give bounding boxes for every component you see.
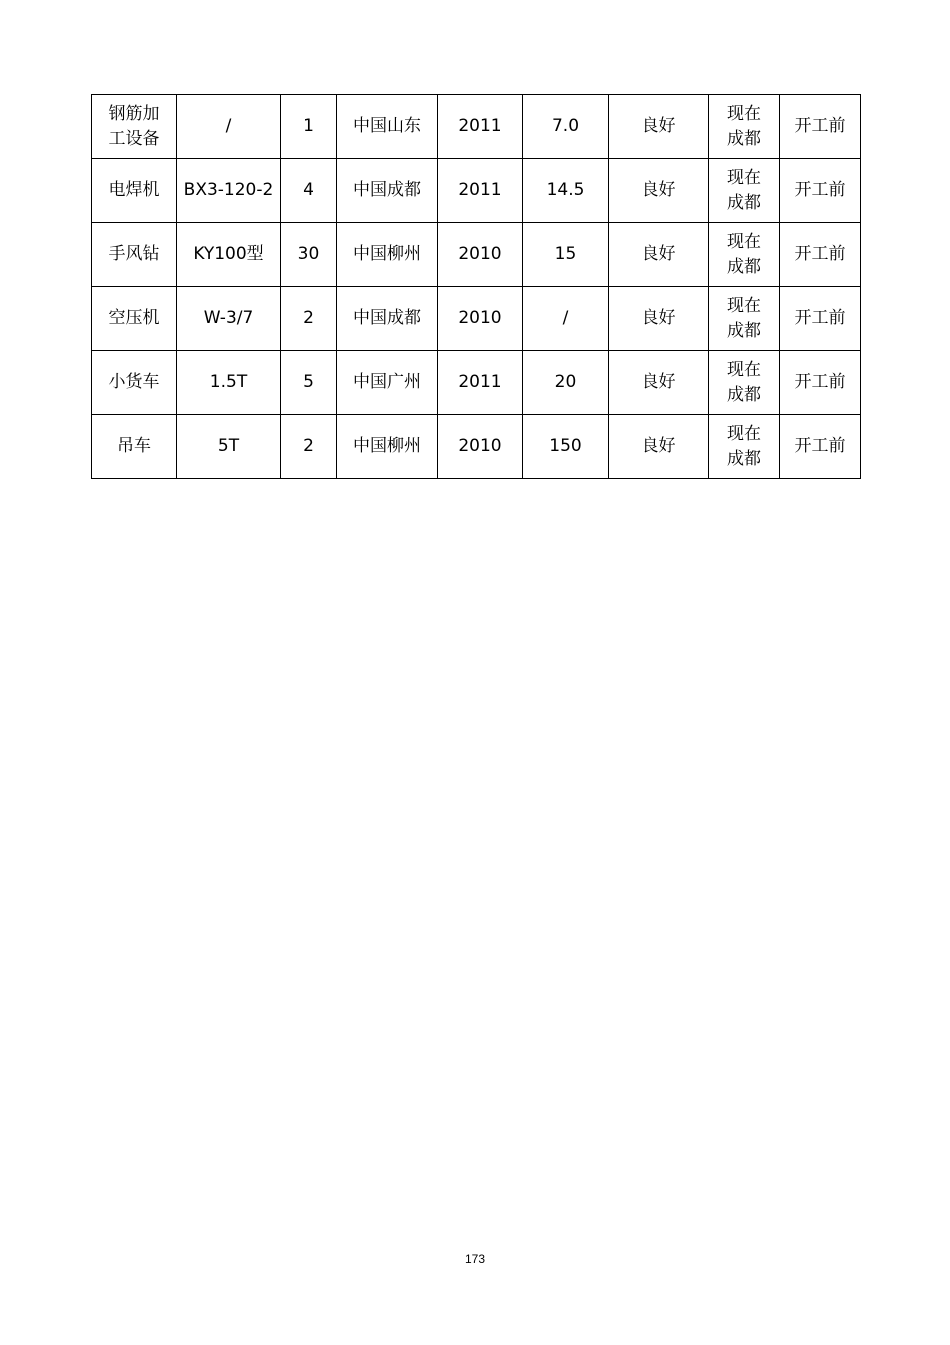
cell-origin: 中国成都 xyxy=(337,287,438,351)
cell-qty: 4 xyxy=(281,159,337,223)
cell-power: 20 xyxy=(523,351,609,415)
cell-power: 15 xyxy=(523,223,609,287)
cell-time: 开工前 xyxy=(780,159,861,223)
cell-qty: 30 xyxy=(281,223,337,287)
cell-year: 2010 xyxy=(438,287,523,351)
cell-name: 小货车 xyxy=(92,351,177,415)
cell-time: 开工前 xyxy=(780,223,861,287)
cell-qty: 2 xyxy=(281,287,337,351)
cell-location: 现在成都 xyxy=(709,95,780,159)
cell-name: 钢筋加工设备 xyxy=(92,95,177,159)
cell-year: 2011 xyxy=(438,159,523,223)
cell-power: 7.0 xyxy=(523,95,609,159)
cell-time: 开工前 xyxy=(780,287,861,351)
cell-model: KY100型 xyxy=(177,223,281,287)
cell-time: 开工前 xyxy=(780,351,861,415)
cell-origin: 中国柳州 xyxy=(337,415,438,479)
cell-name: 手风钻 xyxy=(92,223,177,287)
cell-year: 2011 xyxy=(438,351,523,415)
cell-location: 现在成都 xyxy=(709,159,780,223)
cell-location: 现在成都 xyxy=(709,351,780,415)
table-row xyxy=(92,287,861,351)
cell-power: 14.5 xyxy=(523,159,609,223)
cell-origin: 中国成都 xyxy=(337,159,438,223)
cell-qty: 5 xyxy=(281,351,337,415)
cell-origin: 中国广州 xyxy=(337,351,438,415)
cell-name: 空压机 xyxy=(92,287,177,351)
cell-time: 开工前 xyxy=(780,95,861,159)
cell-model: 1.5T xyxy=(177,351,281,415)
cell-qty: 2 xyxy=(281,415,337,479)
cell-time: 开工前 xyxy=(780,415,861,479)
cell-model: BX3-120-2 xyxy=(177,159,281,223)
cell-name: 电焊机 xyxy=(92,159,177,223)
cell-location: 现在成都 xyxy=(709,223,780,287)
cell-location: 现在成都 xyxy=(709,415,780,479)
cell-power: 150 xyxy=(523,415,609,479)
cell-condition: 良好 xyxy=(609,159,709,223)
cell-model: 5T xyxy=(177,415,281,479)
cell-year: 2010 xyxy=(438,223,523,287)
cell-condition: 良好 xyxy=(609,287,709,351)
table-row xyxy=(92,95,861,159)
cell-name: 吊车 xyxy=(92,415,177,479)
cell-location: 现在成都 xyxy=(709,287,780,351)
table-row xyxy=(92,351,861,415)
cell-condition: 良好 xyxy=(609,223,709,287)
cell-year: 2011 xyxy=(438,95,523,159)
equipment-table xyxy=(91,94,861,479)
cell-year: 2010 xyxy=(438,415,523,479)
cell-origin: 中国山东 xyxy=(337,95,438,159)
table-row xyxy=(92,415,861,479)
cell-model: / xyxy=(177,95,281,159)
cell-condition: 良好 xyxy=(609,415,709,479)
cell-model: W-3/7 xyxy=(177,287,281,351)
cell-condition: 良好 xyxy=(609,351,709,415)
cell-qty: 1 xyxy=(281,95,337,159)
table-row xyxy=(92,223,861,287)
cell-origin: 中国柳州 xyxy=(337,223,438,287)
cell-power: / xyxy=(523,287,609,351)
table-row xyxy=(92,159,861,223)
page-number: 173 xyxy=(464,1252,486,1266)
cell-condition: 良好 xyxy=(609,95,709,159)
